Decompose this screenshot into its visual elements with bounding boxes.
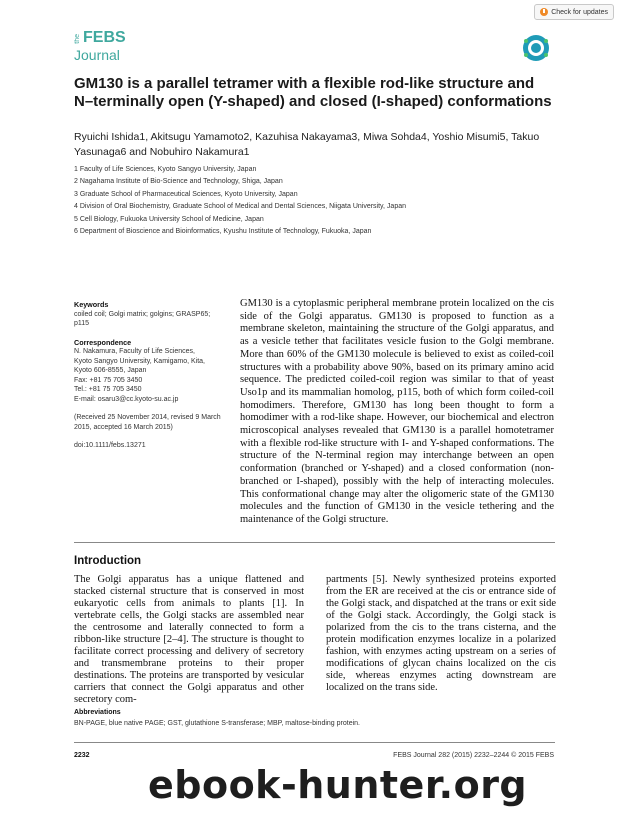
affiliation-item: 3 Graduate School of Pharmaceutical Sciences, Kyoto University, Japan [74,190,298,198]
introduction-column-2: partments [5]. Newly synthesized proteins exported from the ER are received at the cis or entrance side of the Golgi stack, and dispatched at the trans or exit side of the Golgi stack. Accordingly, the Golgi stack is polarized from the cis to the trans cisterna, and the protein modification enzymes localize in a polarized fashion, with enzymes acting upstream on a series of modifications of glycan chains localized on the cis side, whereas enzymes acting downstream are localized on the trans side. [326,574,556,693]
doi-link[interactable]: doi:10.1111/febs.13271 [74,442,146,449]
running-head: FEBS Journal 282 (2015) 2232–2244 © 2015 FEBS [393,752,554,759]
received-dates: (Received 25 November 2014, revised 9 March 2015, accepted 16 March 2015) [74,414,221,431]
article-title: GM130 is a parallel tetramer with a flexible rod-like structure and N–terminally open (Y-shaped) and closed (I-shaped) conformations [74,75,552,110]
affiliation-list [74,164,554,238]
check-for-updates-button[interactable] [534,4,614,20]
correspondence-line: Kyoto 606-8555, Japan [74,367,147,374]
febs-badge-icon [521,33,551,63]
affiliation-item: 2 Nagahama Institute of Bio-Science and Technology, Shiga, Japan [74,178,283,186]
correspondence-heading: Correspondence [74,337,132,347]
logo-journal: Journal [74,47,120,63]
keywords-heading: Keywords [74,300,109,309]
author-list: Ryuichi Ishida1, Akitsugu Yamamoto2, Kazuhisa Nakayama3, Miwa Sohda4, Yoshio Misumi5, Takuo Yasunaga6 and Nobuhiro Nakamura1 [74,131,540,158]
watermark: ebook-hunter.org [148,763,528,807]
abstract: GM130 is a cytoplasmic peripheral membrane protein localized on the cis side of the Golgi apparatus. GM130 is proposed to function as a membrane skeleton, maintaining the structure of the Golgi apparatus, and as a vesicle tether that facilitates vesicle fusion to the Golgi membrane. More than 60% of the GM130 molecule is believed to exist as coiled-coil structures with a probability above 90%, based on its primary amino acid sequence. The predicted coiled-coil region was similar to that of yeast Uso1p and its mammalian homolog, p115, both of which form coiled-coil homodimers. Therefore, GM130 has long been thought to form a homodimer with a rod-like shape. However, our biochemical and electron microscopical analyses revealed that GM130 is a parallel homotetramer with a flexible rod-like structure with I- and Y-shaped conformations. The structure of the N-terminal region may interchange between an open conformation (branched or Y-shaped) and a closed conformation (non-branched or I-shaped), possibly with the help of interacting molecules. This conformational change may alter the oligomeric state of the GM130 molecules and the function of GM130 in the vesicle tethering and the maintenance of the Golgi structure. [240,298,554,525]
page-number: 2232 [74,752,90,759]
check-for-updates-label: Check for updates [551,8,608,16]
logo-febs: FEBS [83,29,126,46]
introduction-column-1: The Golgi apparatus has a unique flattened and stacked cisternal structure that is conserved in most eukaryotic cells from animals to plants [1]. In vertebrate cells, the Golgi stacks are assembled near the centrosome and laterally connected to form a ribbon-like structure [2–4]. The structure is thought to facilitate correct processing and delivery of secretory and transmembrane proteins to their proper destinations. The proteins are transported by vesicular carriers that connect the Golgi apparatus and other secretory com- [74,574,304,705]
affiliation-item: 6 Department of Bioscience and Bioinformatics, Kyushu Institute of Technology, Fukuoka, Japan [74,228,372,236]
affiliation-item: 5 Cell Biology, Fukuoka University School of Medicine, Japan [74,215,264,223]
section-divider [74,542,555,543]
correspondence-line: Tel.: +81 75 705 3450 [74,386,142,393]
correspondence-email[interactable]: E-mail: osaru3@cc.kyoto-su.ac.jp [74,395,179,403]
introduction-heading: Introduction [74,555,142,567]
update-icon [540,8,548,16]
article-info-sidebar [74,300,224,451]
correspondence-line: N. Nakamura, Faculty of Life Sciences, [74,348,195,355]
journal-logo [74,30,144,68]
affiliation-item: 4 Division of Oral Biochemistry, Graduate School of Medical and Dental Sciences, Niigata University, Japan [74,203,407,211]
correspondence-line: Fax: +81 75 705 3450 [74,376,143,384]
footer-divider [74,742,555,743]
abbreviations-heading: Abbreviations [74,709,121,716]
correspondence-line: Kyoto Sangyo University, Kamigamo, Kita, [74,357,205,365]
keywords: coiled coil; Golgi matrix; golgins; GRASP65; p115 [74,310,211,327]
affiliation-item: 1 Faculty of Life Sciences, Kyoto Sangyo University, Japan [74,166,257,173]
logo-the: the [74,34,81,44]
abbreviations-text: BN-PAGE, blue native PAGE; GST, glutathione S-transferase; MBP, maltose-binding protein. [74,720,360,727]
